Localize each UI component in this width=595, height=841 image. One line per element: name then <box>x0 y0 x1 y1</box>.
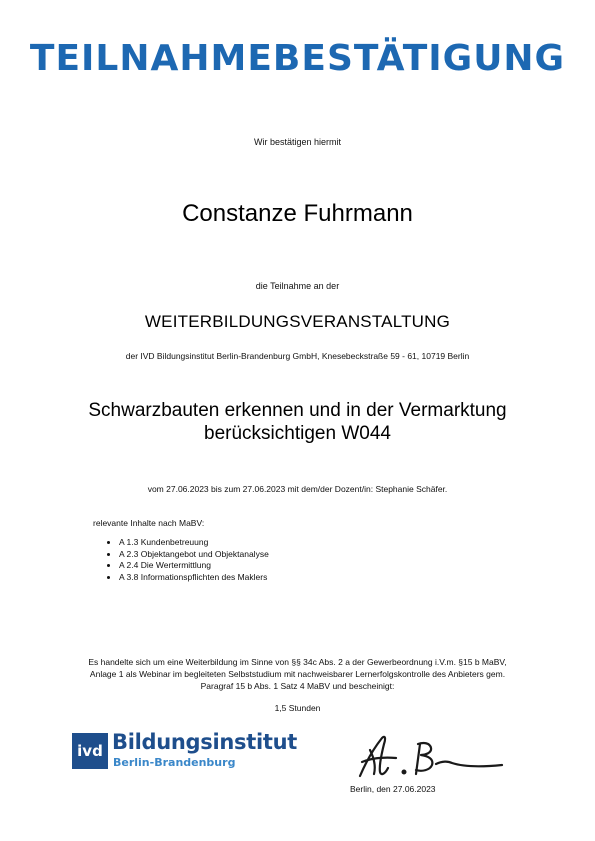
place-date: Berlin, den 27.06.2023 <box>350 784 436 794</box>
ivd-logo <box>72 730 302 773</box>
topic-item: • A 3.8 Informationspflichten des Maklers <box>119 572 269 584</box>
organizer-text: der IVD Bildungsinstitut Berlin-Brandenburg GmbH, Knesebeckstraße 59 - 61, 10719 Berlin <box>125 351 470 361</box>
legal-line-1: Es handelte sich um eine Weiterbildung im Sinne von §§ 34c Abs. 2 a der Gewerbeordnung i.V.m. §15 b MaBV, <box>88 657 507 667</box>
confirm-text: Wir bestätigen hiermit <box>253 137 342 147</box>
legal-line-3: Paragraf 15 b Abs. 1 Satz 4 MaBV und bescheinigt: <box>200 681 395 691</box>
course-title <box>40 399 555 445</box>
logo-sub-text: Berlin-Brandenburg <box>113 756 236 769</box>
signature-image <box>352 728 512 780</box>
topic-list <box>105 537 269 583</box>
course-dates: vom 27.06.2023 bis zum 27.06.2023 mit dem/der Dozent/in: Stephanie Schäfer. <box>147 484 448 494</box>
course-title-line-1: Schwarzbauten erkennen und in der Vermarktung <box>88 400 507 421</box>
logo-box: ivd <box>72 733 108 769</box>
topic-item: • A 1.3 Kundenbetreuung <box>119 537 269 549</box>
duration: 1,5 Stunden <box>274 703 321 713</box>
mabv-label: relevante Inhalte nach MaBV: <box>93 518 205 528</box>
topic-item: • A 2.4 Die Wertermittlung <box>119 560 269 572</box>
participation-text: die Teilnahme an der <box>255 281 340 291</box>
participant-name: Constanze Fuhrmann <box>182 200 413 227</box>
certificate-heading: TEILNAHMEBESTÄTIGUNG <box>29 38 566 79</box>
topic-item: • A 2.3 Objektangebot und Objektanalyse <box>119 549 269 561</box>
logo-main-text: Bildungsinstitut <box>112 730 297 754</box>
event-type: WEITERBILDUNGSVERANSTALTUNG <box>144 312 451 331</box>
course-title-line-2: berücksichtigen W044 <box>204 423 391 444</box>
legal-statement <box>30 656 565 692</box>
legal-line-2: Anlage 1 als Webinar im begleiteten Selbststudium mit nachweisbarer Lernerfolgskontrolle des Anbieters gem. <box>89 669 506 679</box>
